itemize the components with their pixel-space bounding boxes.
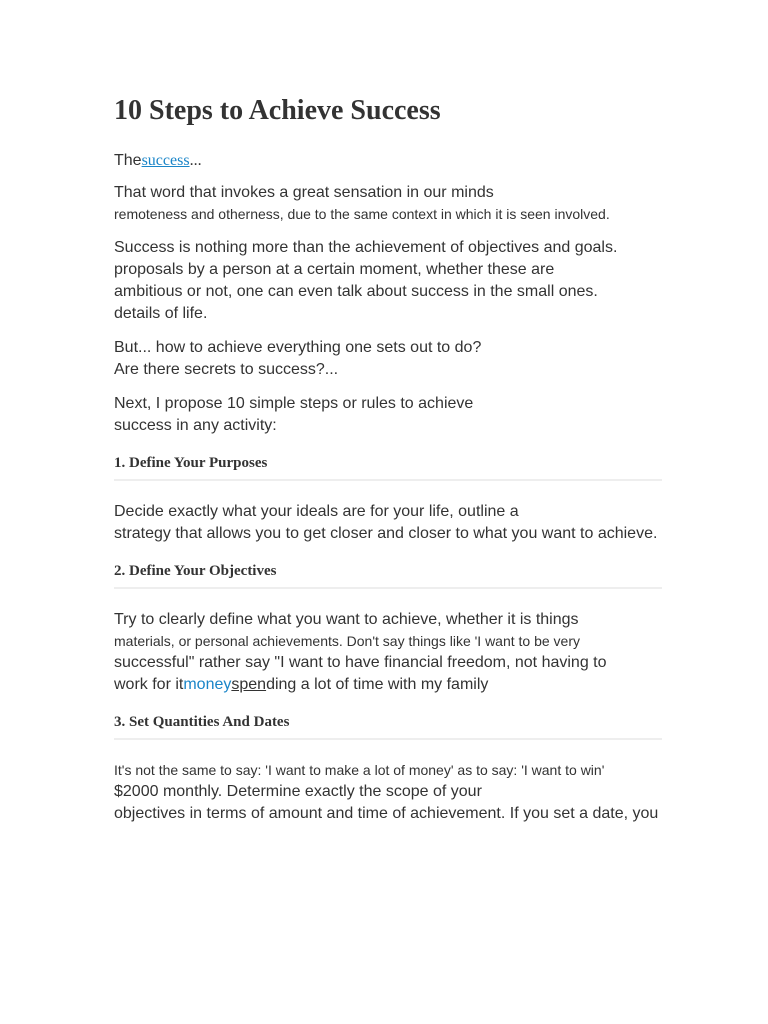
paragraph-line: That word that invokes a great sensation in our minds <box>114 184 494 201</box>
paragraph-line: Success is nothing more than the achievement of objectives and goals. <box>114 239 618 256</box>
paragraph-line: Next, I propose 10 simple steps or rules to achieve <box>114 395 474 412</box>
paragraph-line: materials, or personal achievements. Don't say things like 'I want to be very <box>114 633 581 649</box>
paragraph-4 <box>114 393 662 437</box>
paragraph-line: proposals by a person at a certain moment, whether these are <box>114 261 555 278</box>
intro-line <box>114 150 662 172</box>
paragraph-line: Decide exactly what your ideals are for your life, outline a <box>114 503 519 520</box>
section-heading-quantities: 3. Set Quantities And Dates <box>114 712 662 740</box>
document <box>114 92 662 837</box>
document-title: 10 Steps to Achieve Success <box>114 95 441 126</box>
section-heading-objectives: 2. Define Your Objectives <box>114 561 662 589</box>
section-body-objectives <box>114 609 662 696</box>
intro-lead: The <box>114 152 142 169</box>
section-heading-purposes: 1. Define Your Purposes <box>114 453 662 481</box>
money-link[interactable]: money <box>183 676 232 693</box>
paragraph-line: Try to clearly define what you want to achieve, whether it is things <box>114 611 579 628</box>
paragraph-line: details of life. <box>114 305 208 322</box>
paragraph-line: $2000 monthly. Determine exactly the scope of your <box>114 783 482 800</box>
paragraph-line: But... how to achieve everything one sets out to do? <box>114 339 482 356</box>
paragraph-line: Are there secrets to success?... <box>114 361 339 378</box>
intro-ellipsis: ... <box>189 152 202 169</box>
paragraph-line: ambitious or not, one can even talk about success in the small ones. <box>114 283 598 300</box>
section-body-quantities <box>114 760 662 825</box>
paragraph-1 <box>114 182 662 225</box>
text-before-link: work for it <box>114 676 184 693</box>
paragraph-2 <box>114 237 662 325</box>
paragraph-line: It's not the same to say: 'I want to make a lot of money' as to say: 'I want to win' <box>114 762 605 778</box>
paragraph-line: remoteness and otherness, due to the same context in which it is seen involved. <box>114 206 610 222</box>
text-after-link: ding a lot of time with my family <box>266 676 489 693</box>
paragraph-line-with-links <box>114 674 662 696</box>
success-link[interactable]: success <box>141 152 190 169</box>
paragraph-3 <box>114 337 662 381</box>
paragraph-line: objectives in terms of amount and time of achievement. If you set a date, you <box>114 805 659 822</box>
section-body-purposes <box>114 501 662 545</box>
paragraph-line: success in any activity: <box>114 417 277 434</box>
spending-link[interactable]: spen <box>231 676 267 693</box>
paragraph-line: strategy that allows you to get closer and closer to what you want to achieve. <box>114 525 658 542</box>
paragraph-line: successful" rather say "I want to have financial freedom, not having to <box>114 654 607 671</box>
